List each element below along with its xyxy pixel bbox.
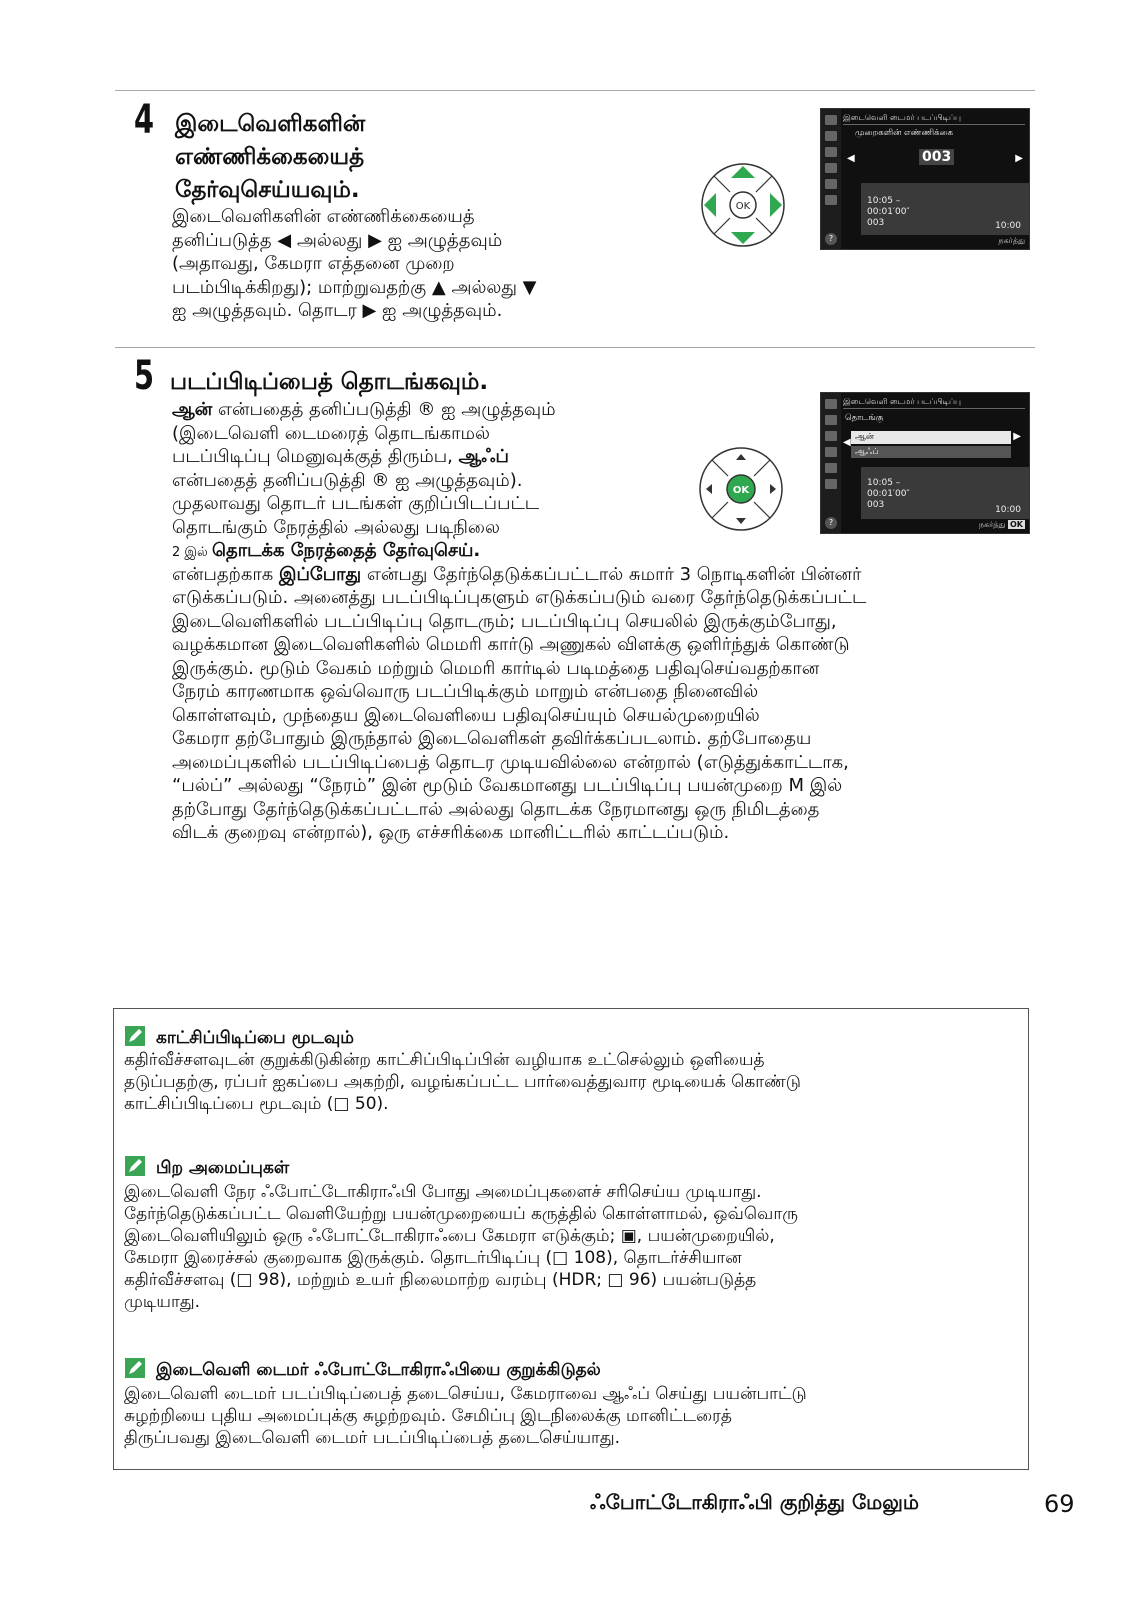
- tip-line: சுழற்றியை புதிய அமைப்புக்கு சுழற்றவும். சேமிப்பு இடநிலைக்கு மானிட்டரைத்: [124, 1406, 732, 1426]
- screen-shots: 003: [867, 500, 885, 510]
- tip-line: தேர்ந்தெடுக்கப்பட்ட வெளியேற்று பயன்முறையைப் கருத்தில் கொள்ளாமல், ஒவ்வொரு: [124, 1204, 798, 1224]
- screen-header: இடைவெளி டைமர் படப்பிடிப்பு: [843, 113, 961, 122]
- screen-item-label: தொடங்கு: [845, 413, 884, 423]
- step-4-body-line: (அதாவது, கேமரா எத்தனை முறை: [172, 253, 455, 274]
- screen-header: இடைவெளி டைமர் படப்பிடிப்பு: [843, 397, 961, 406]
- help-icon: ?: [825, 233, 837, 245]
- mid-rule: [115, 347, 1035, 348]
- tip-title: [124, 1025, 354, 1049]
- step-4-body-line: ஐ அழுத்தவும். தொடர ▶ ஐ அழுத்தவும்.: [172, 300, 503, 321]
- screen-right-arrow-icon: ▶: [1013, 431, 1021, 442]
- tip-body: [124, 1049, 801, 1115]
- step-4-body-line: தனிப்படுத்த ◀ அல்லது ▶ ஐ அழுத்தவும்: [172, 229, 503, 251]
- multi-selector-left-right-icon: [700, 162, 786, 248]
- body-fragment: முதலாவது தொடர் படங்கள் குறிப்பிடப்பட்ட: [172, 493, 540, 514]
- screen-end-time: 10:00: [995, 221, 1021, 231]
- step-5-number: 5: [134, 353, 155, 399]
- body-fragment: படப்பிடிப்பு மெனுவுக்குத் திரும்ப,: [172, 446, 459, 467]
- screen-info-panel: [861, 467, 1029, 519]
- step-5-body-line: “பல்ப்” அல்லது “நேரம்” இன் மூடும் வேகமானது படப்பிடிப்பு பயன்முறை M இல்: [172, 775, 843, 796]
- top-rule: [115, 90, 1035, 91]
- tip-title-text: காட்சிப்பிடிப்பை மூடவும்: [156, 1028, 354, 1048]
- screen-info-panel: [861, 183, 1029, 235]
- step-5-body-line: இடைவெளிகளில் படப்பிடிப்பு தொடரும்; படப்பிடிப்பு செயலில் இருக்கும்போது,: [172, 610, 837, 632]
- pencil-note-icon: [124, 1155, 146, 1177]
- step-5-body-line: அமைப்புகளில் படப்பிடிப்பைத் தொடர முடியவில்லை என்றால் (எடுத்துக்காட்டாக,: [172, 751, 849, 773]
- menu-rail: [821, 393, 841, 533]
- camera-screen-interval-count: [820, 108, 1030, 250]
- step-4-title-line: எண்ணிக்கையைத்: [175, 144, 365, 170]
- step-5-body-line: கேமரா தற்போதும் இருந்தால் இடைவெளிகள் தவிர்க்கப்படலாம். தற்போதைய: [172, 728, 812, 749]
- tip-line: காட்சிப்பிடிப்பை மூடவும் (□ 50).: [124, 1094, 389, 1114]
- screen-shots: 003: [867, 218, 885, 228]
- screen-ok-label: OK: [1010, 520, 1023, 529]
- screen-divider: [843, 124, 1025, 125]
- tip-title-text: இடைவெளி டைமர் ஃபோட்டோகிராஃபியை குறுக்கிடுதல்: [156, 1360, 601, 1380]
- multi-selector-ok-icon: [698, 446, 784, 532]
- tip-title: [124, 1155, 289, 1179]
- menu-rail: [821, 109, 841, 249]
- body-fragment: என்பதைத் தனிப்படுத்தி ® ஐ அழுத்தவும்: [212, 399, 556, 420]
- tip-line: முடியாது.: [124, 1292, 201, 1312]
- tip-line: இடைவெளியிலும் ஒரு ஃபோட்டோகிராஃபை கேமரா எடுக்கும்; ▣, பயன்முறையில்,: [124, 1226, 775, 1246]
- tip-line: இடைவெளி டைமர் படப்பிடிப்பைத் தடைசெய்ய, கேமராவை ஆஃப் செய்து பயன்பாட்டு: [124, 1384, 807, 1404]
- screen-option-off-label: ஆஃப்: [855, 447, 879, 457]
- option-on-label: ஆன்: [172, 399, 213, 420]
- screen-option-on: [851, 431, 1011, 444]
- step-5-body-line: கொள்ளவும், முந்தைய இடைவெளியை பதிவுசெய்யும் செயல்முறையில்: [172, 704, 760, 726]
- tip-line: தடுப்பதற்கு, ரப்பர் ஐகப்பை அகற்றி, வழங்கப்பட்ட பார்வைத்துவார மூடியைக் கொண்டு: [124, 1072, 801, 1092]
- screen-option-on-label: ஆன்: [855, 432, 874, 442]
- now-option-label: இப்போது: [279, 563, 362, 585]
- tip-line: கதிர்வீச்சளவுடன் குறுக்கிடுகின்ற காட்சிப்பிடிப்பின் வழியாக உட்செல்லும் ஒளியைத்: [124, 1050, 765, 1070]
- step-5-title: படப்பிடிப்பைத் தொடங்கவும்.: [170, 369, 489, 395]
- screen-item-label: முறைகளின் எண்ணிக்கை: [855, 128, 954, 138]
- step-4-number: 4: [134, 97, 155, 143]
- screen-start-time: 10:05 –: [867, 478, 901, 488]
- body-fragment: என்பதற்காக: [172, 563, 280, 585]
- screen-left-arrow-icon: ◀: [843, 437, 851, 448]
- step-5-body-line: தற்போது தேர்ந்தெடுக்கப்பட்டால் அல்லது தொடக்க நேரமானது ஒரு நிமிடத்தை: [172, 798, 820, 820]
- pencil-note-icon: [124, 1357, 146, 1379]
- step-4-title: [175, 108, 365, 207]
- pencil-note-icon: [124, 1025, 146, 1047]
- tip-line: திருப்பவது இடைவெளி டைமர் படப்பிடிப்பைத் தடைசெய்யாது.: [124, 1428, 621, 1448]
- screen-count-value: 003: [919, 149, 954, 165]
- camera-screen-start: [820, 392, 1030, 534]
- screen-start-time: 10:05 –: [867, 196, 901, 206]
- body-fragment: என்பது தேர்ந்தெடுக்கப்பட்டால் சுமார் 3 நொடிகளின் பின்னர்: [361, 563, 862, 585]
- step-5-body-line: வழக்கமான இடைவெளிகளில் மெமரி கார்டு அணுகல் விளக்கு ஒளிர்ந்துக் கொண்டு: [172, 634, 850, 655]
- step-5-body-line: இருக்கும். மூடும் வேகம் மற்றும் மெமரி கார்டில் படிமத்தை பதிவுசெய்வதற்கான: [172, 657, 820, 679]
- screen-interval: 00:01′00″: [867, 207, 910, 217]
- tip-line: இடைவெளி நேர ஃபோட்டோகிராஃபி போது அமைப்புகளைச் சரிசெய்ய முடியாது.: [124, 1182, 762, 1202]
- screen-option-off: [851, 446, 1011, 458]
- screen-left-arrow-icon: ◀: [847, 153, 855, 164]
- screen-end-time: 10:00: [995, 505, 1021, 515]
- svg-text:OK: OK: [735, 201, 751, 212]
- tip-body: [124, 1181, 798, 1313]
- body-fragment: (இடைவெளி டைமரைத் தொடங்காமல்: [172, 422, 490, 444]
- step-4-body-line: இடைவெளிகளின் எண்ணிக்கையைத்: [172, 206, 475, 227]
- body-fragment: என்பதைத் தனிப்படுத்தி ® ஐ அழுத்தவும்).: [172, 469, 523, 491]
- screen-footer-label: நகர்த்து: [978, 520, 1006, 529]
- step-4-body: [172, 205, 537, 323]
- tip-title: [124, 1357, 601, 1381]
- page-number: 69: [1044, 1490, 1075, 1518]
- section-footer: ஃபோட்டோகிராஃபி குறித்து மேலும்: [590, 1490, 919, 1514]
- screen-interval: 00:01′00″: [867, 489, 910, 499]
- screen-footer: [979, 520, 1025, 530]
- tip-title-text: பிற அமைப்புகள்: [156, 1158, 290, 1178]
- option-off-label: ஆஃப்: [458, 446, 509, 467]
- screen-footer: நகர்த்து: [998, 236, 1025, 245]
- screen-right-arrow-icon: ▶: [1015, 153, 1023, 164]
- step-4-title-line: இடைவெளிகளின்: [175, 111, 366, 137]
- tips-box: [113, 1008, 1029, 1470]
- tip-line: கேமரா இரைச்சல் குறைவாக இருக்கும். தொடர்பிடிப்பு (□ 108), தொடர்ச்சியான: [124, 1248, 742, 1268]
- step-4-body-line: படம்பிடிக்கிறது); மாற்றுவதற்கு ▲ அல்லது ▼: [172, 276, 537, 298]
- body-fragment: தொடங்கும் நேரத்தில் அல்லது படிநிலை: [172, 516, 500, 538]
- screen-divider: [843, 408, 1025, 409]
- body-fragment: 2 இல்: [172, 545, 212, 560]
- step-5-body-line: விடக் குறைவு என்றால்), ஒரு எச்சரிக்கை மானிட்டரில் காட்டப்படும்.: [172, 822, 730, 843]
- step-5-body-line: நேரம் காரணமாக ஒவ்வொரு படப்பிடிக்கும் மாறும் என்பதை நினைவில்: [172, 681, 759, 702]
- step-4-title-line: தேர்வுசெய்யவும்.: [175, 177, 360, 203]
- tip-body: [124, 1383, 807, 1449]
- start-time-option-label: தொடக்க நேரத்தைத் தேர்வுசெய்.: [211, 540, 481, 561]
- svg-text:OK: OK: [732, 485, 750, 496]
- help-icon: ?: [825, 517, 837, 529]
- tip-line: கதிர்வீச்சளவு (□ 98), மற்றும் உயர் நிலைமாற்ற வரம்பு (HDR; □ 96) பயன்படுத்த: [124, 1270, 757, 1290]
- step-5-body-line: எடுக்கப்படும். அனைத்து படப்பிடிப்புகளும் எடுக்கப்படும் வரை தேர்ந்தெடுக்கப்பட்ட: [172, 587, 867, 608]
